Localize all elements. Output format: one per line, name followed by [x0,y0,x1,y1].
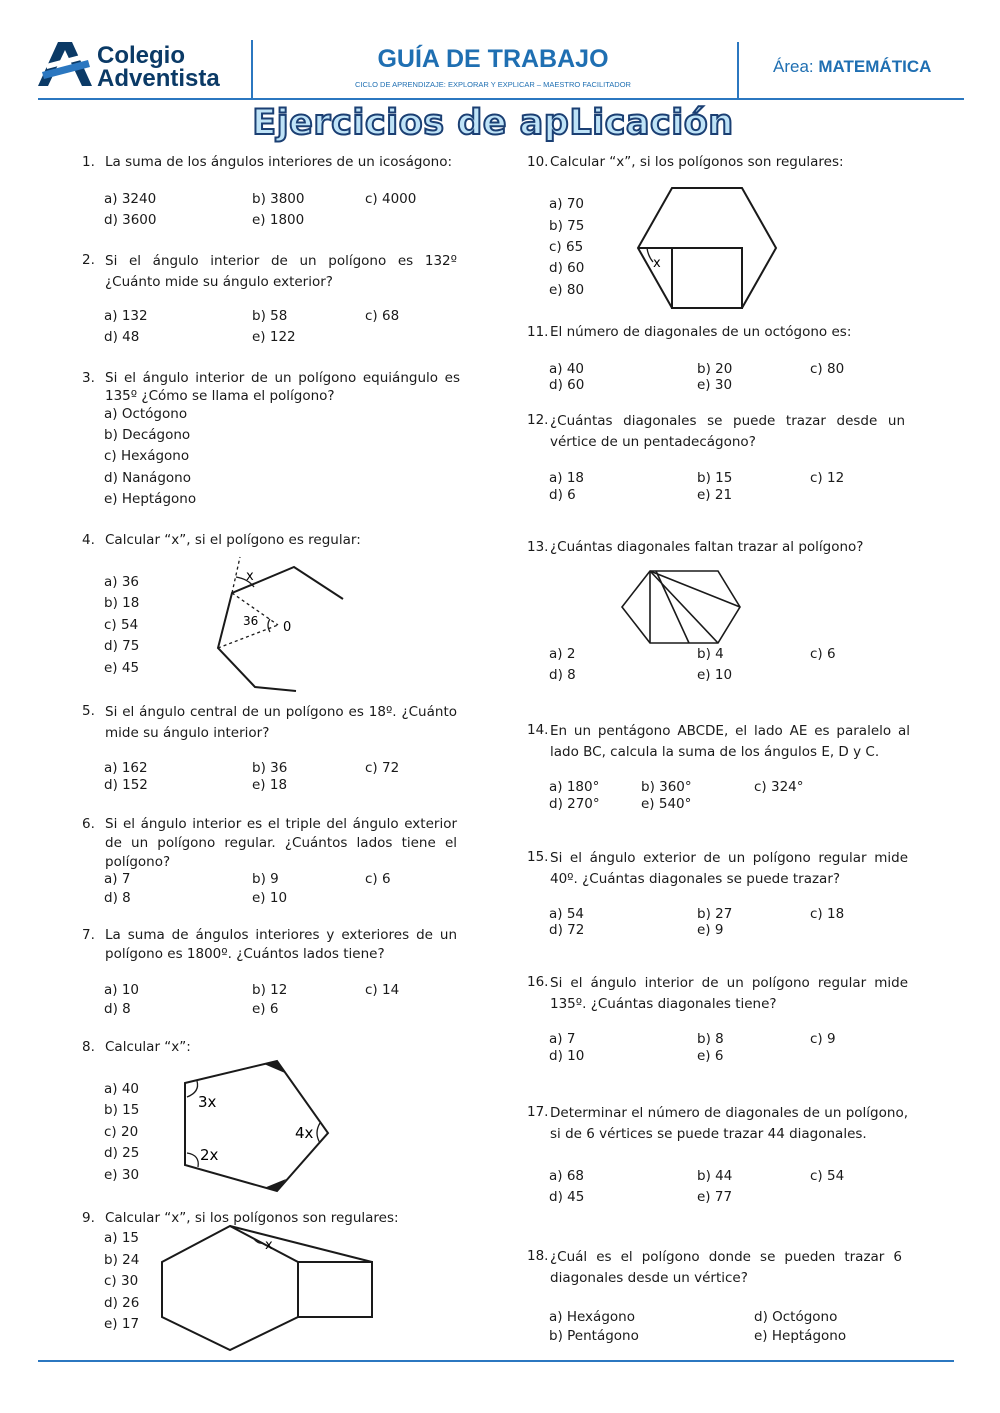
option[interactable]: d) 60 [549,260,585,276]
question-text: Calcular “x”, si el polígono es regular: [105,532,361,548]
option[interactable]: c) 54 [810,1168,845,1184]
question-number: 9. [82,1210,95,1226]
option[interactable]: c) Hexágono [104,448,190,464]
option[interactable]: d) Nanágono [104,470,191,486]
question-text: Si el ángulo central de un polígono es 18º. ¿Cuánto mide su ángulo interior? [105,704,457,741]
figure-label: x [653,256,661,271]
area-field [773,57,931,77]
option[interactable]: e) 1800 [252,212,305,228]
option[interactable]: b) 20 [697,361,733,377]
option[interactable]: a) 54 [549,906,585,922]
option[interactable]: c) 80 [810,361,845,377]
option[interactable]: c) 20 [104,1124,139,1140]
question-number: 5. [82,703,95,719]
logo-line2: Adventista [97,65,220,92]
question-number: 18. [527,1248,549,1264]
option[interactable]: b) 36 [252,760,288,776]
option[interactable]: d) 270° [549,796,600,812]
option[interactable]: c) 9 [810,1031,836,1047]
hexagon-square-figure [636,186,781,311]
option[interactable]: b) 4 [697,646,724,662]
question-text: Calcular “x”, si los polígonos son regulares: [550,154,844,170]
logo-line1: Colegio [97,42,185,69]
option[interactable]: e) 21 [697,487,733,503]
option[interactable]: a) 40 [549,361,585,377]
option[interactable]: b) 58 [252,308,288,324]
option[interactable]: a) Octógono [104,406,188,422]
figure-label: x [265,1238,273,1253]
question-number: 6. [82,816,95,832]
option[interactable]: a) 40 [104,1081,140,1097]
question-number: 12. [527,412,549,428]
option[interactable]: c) 18 [810,906,845,922]
option[interactable]: c) 30 [104,1273,139,1289]
option[interactable]: d) 26 [104,1295,140,1311]
option[interactable]: d) 48 [104,329,140,345]
option[interactable]: a) 7 [104,871,131,887]
option[interactable]: b) 9 [252,871,279,887]
option[interactable]: d) 152 [104,777,148,793]
option[interactable]: e) 10 [252,890,288,906]
option[interactable]: b) 75 [549,218,585,234]
figure-label: 4x [295,1124,314,1142]
figure-label: 36 [243,614,259,628]
option[interactable]: e) 540° [641,796,692,812]
option[interactable]: a) 132 [104,308,148,324]
option[interactable]: d) 3600 [104,212,157,228]
option[interactable]: b) 15 [104,1102,140,1118]
option[interactable]: e) 18 [252,777,288,793]
option[interactable]: c) 65 [549,239,584,255]
option[interactable]: c) 12 [810,470,845,486]
option[interactable]: b) Decágono [104,427,191,443]
figure-label: x [246,569,254,584]
question-text: Si el ángulo interior de un polígono es 132º ¿Cuánto mide su ángulo exterior? [105,253,457,290]
option[interactable]: d) 8 [549,667,576,683]
option[interactable]: e) 10 [697,667,733,683]
area-value: MATEMÁTICA [818,57,932,76]
option[interactable]: e) 80 [549,282,585,298]
option[interactable]: d) Octógono [754,1309,838,1325]
option[interactable]: a) 3240 [104,191,157,207]
option[interactable]: c) 54 [104,617,139,633]
pentagon-figure [180,1057,335,1197]
option[interactable]: e) 6 [697,1048,724,1064]
question-text: Calcular “x”: [105,1039,191,1055]
option[interactable]: a) 36 [104,574,140,590]
question-text: Si el ángulo interior de un polígono regular mide 135º. ¿Cuántas diagonales tiene? [550,975,908,1012]
option[interactable]: b) 15 [697,470,733,486]
option[interactable]: a) 162 [104,760,148,776]
question-number: 3. [82,370,95,386]
option[interactable]: e) Heptágono [754,1328,847,1344]
option[interactable]: e) 17 [104,1316,140,1332]
option[interactable]: b) 360° [641,779,692,795]
option[interactable]: b) 27 [697,906,733,922]
page-title: GUÍA DE TRABAJO [377,45,609,73]
question-number: 17. [527,1104,549,1120]
option[interactable]: b) Pentágono [549,1328,639,1344]
option[interactable]: c) 72 [365,760,400,776]
figure-label: 2x [200,1146,219,1164]
question-text: ¿Cuál es el polígono donde se pueden trazar 6 diagonales desde un vértice? [550,1249,902,1286]
question-text: El número de diagonales de un octógono es: [550,324,852,340]
figure-label: 3x [198,1093,217,1111]
option[interactable]: e) 45 [104,660,140,676]
option[interactable]: b) 8 [697,1031,724,1047]
question-text: ¿Cuántas diagonales se puede trazar desde un vértice de un pentadecágono? [550,413,905,450]
hexagon-diagonals-figure [620,569,742,647]
option[interactable]: c) 324° [754,779,804,795]
question-number: 16. [527,974,549,990]
page-subtitle: CICLO DE APRENDIZAJE: EXPLORAR Y EXPLICAR – MAESTRO FACILITADOR [355,80,631,89]
option[interactable]: b) 3800 [252,191,305,207]
option[interactable]: c) 6 [365,871,391,887]
option[interactable]: c) 6 [810,646,836,662]
question-number: 1. [82,154,95,170]
option[interactable]: d) 72 [549,922,585,938]
option[interactable]: d) 25 [104,1145,140,1161]
option[interactable]: e) 122 [252,329,296,345]
option[interactable]: e) Heptágono [104,491,197,507]
section-banner: Ejercicios de apLicación [252,103,734,143]
question-number: 14. [527,722,549,738]
regular-polygon-figure [210,555,350,695]
option[interactable]: d) 8 [104,890,131,906]
question-number: 15. [527,849,549,865]
option[interactable]: e) 30 [697,377,733,393]
question-number: 8. [82,1039,95,1055]
option[interactable]: e) 6 [252,1001,279,1017]
option[interactable]: e) 77 [697,1189,733,1205]
option[interactable]: a) 2 [549,646,576,662]
figure-label: 0 [283,620,292,635]
question-text: La suma de ángulos interiores y exteriores de un polígono es 1800º. ¿Cuántos lados tiene? [105,927,457,962]
header-divider-right [737,42,739,98]
option[interactable]: a) 10 [104,982,140,998]
header-rule [38,98,964,100]
question-number: 10. [527,154,549,170]
question-text: Calcular “x”, si los polígonos son regulares: [105,1210,399,1226]
footer-rule [38,1360,954,1362]
question-text: La suma de los ángulos interiores de un icoságono: [105,154,453,170]
question-text: ¿Cuántas diagonales faltan trazar al polígono? [550,539,864,555]
area-label: Área: [773,57,814,76]
question-number: 13. [527,539,549,555]
option[interactable]: d) 6 [549,487,576,503]
hexagon-square-figure [158,1222,378,1354]
option[interactable]: e) 9 [697,922,724,938]
question-text: Si el ángulo exterior de un polígono regular mide 40º. ¿Cuántas diagonales se puede trazar? [550,850,908,887]
question-text: Si el ángulo interior de un polígono equiángulo es 135º ¿Cómo se llama el polígono? [105,370,460,404]
option[interactable]: a) 180° [549,779,600,795]
option[interactable]: b) 18 [104,595,140,611]
option[interactable]: a) 15 [104,1230,140,1246]
question-text: Si el ángulo interior es el triple del ángulo exterior de un polígono regular. ¿Cuántos lados tiene el polígono? [105,816,457,870]
option[interactable]: a) 70 [549,196,585,212]
option[interactable]: d) 75 [104,638,140,654]
option[interactable]: d) 45 [549,1189,585,1205]
school-logo-icon [38,42,92,86]
question-number: 11. [527,324,549,340]
option[interactable]: b) 24 [104,1252,140,1268]
option[interactable]: c) 4000 [365,191,417,207]
option[interactable]: c) 68 [365,308,400,324]
option[interactable]: b) 12 [252,982,288,998]
option[interactable]: d) 8 [104,1001,131,1017]
option[interactable]: d) 10 [549,1048,585,1064]
question-text: Determinar el número de diagonales de un polígono, si de 6 vértices se puede trazar 44 diagonales. [550,1105,908,1142]
option[interactable]: a) Hexágono [549,1309,635,1325]
option[interactable]: c) 14 [365,982,400,998]
question-number: 2. [82,252,95,268]
question-text: En un pentágono ABCDE, el lado AE es paralelo al lado BC, calcula la suma de los ángulos E, D y C. [550,723,910,760]
option[interactable]: e) 30 [104,1167,140,1183]
option[interactable]: a) 68 [549,1168,585,1184]
option[interactable]: d) 60 [549,377,585,393]
question-number: 4. [82,532,95,548]
option[interactable]: a) 7 [549,1031,576,1047]
option[interactable]: b) 44 [697,1168,733,1184]
option[interactable]: a) 18 [549,470,585,486]
question-number: 7. [82,927,95,943]
